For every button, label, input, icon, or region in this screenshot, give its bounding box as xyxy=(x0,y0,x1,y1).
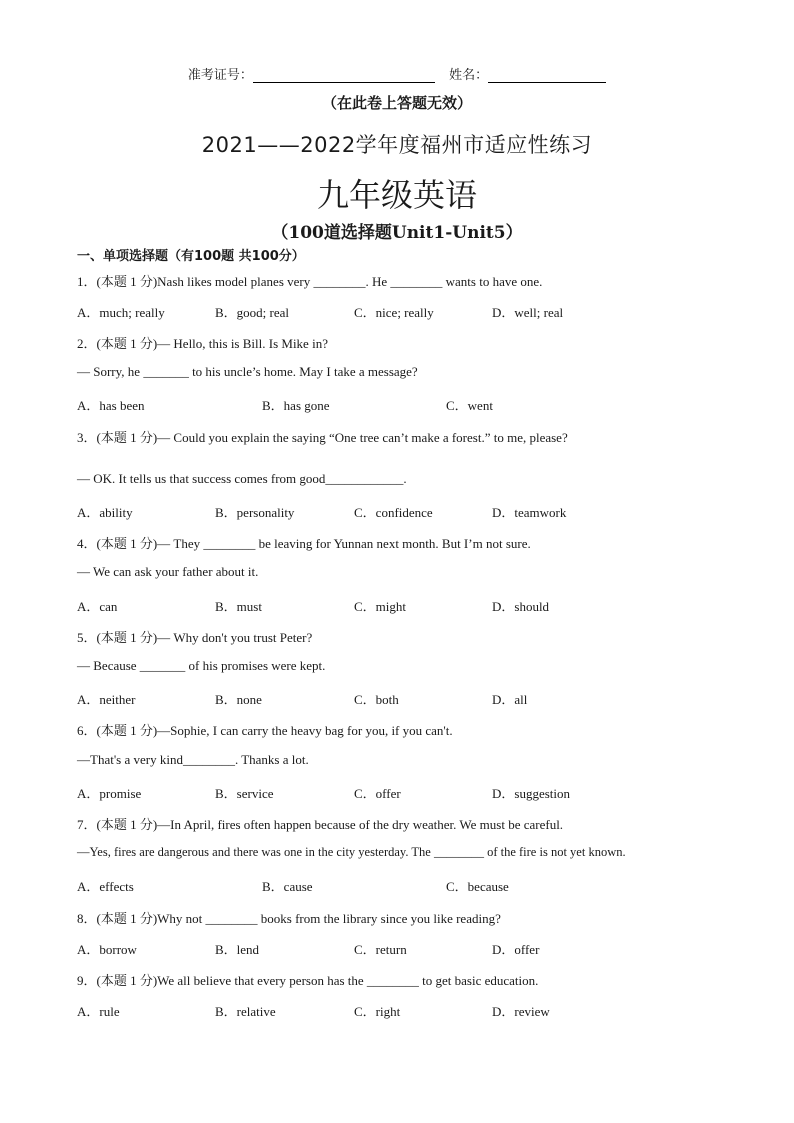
question-2-stem: 2．(本题 1 分)— Hello, this is Bill. Is Mike in? xyxy=(77,336,328,351)
question-7-option-b[interactable]: B．cause xyxy=(262,879,313,894)
question-6-option-d[interactable]: D．suggestion xyxy=(492,786,571,801)
section-title: 一、单项选择题（有100题 共100分） xyxy=(77,249,305,264)
question-5-line2: — Because _______ of his promises were kept. xyxy=(77,658,326,673)
question-9-stem: 9．(本题 1 分)We all believe that every person has the ________ to get basic education. xyxy=(77,973,539,988)
question-3-option-b[interactable]: B．personality xyxy=(215,505,295,520)
name-label: 姓名： xyxy=(449,68,489,83)
question-9-option-a[interactable]: A．rule xyxy=(77,1004,120,1019)
question-4-option-d[interactable]: D．should xyxy=(492,599,550,614)
question-7-option-a[interactable]: A．effects xyxy=(77,879,134,894)
question-8-stem: 8．(本题 1 分)Why not ________ books from the library since you like reading? xyxy=(77,911,501,926)
question-8-option-c[interactable]: C．return xyxy=(354,942,407,957)
question-7-line2: —Yes, fires are dangerous and there was one in the city yesterday. The ________ of the fire is not yet known. xyxy=(77,845,626,859)
question-6-option-c[interactable]: C．offer xyxy=(354,786,401,801)
question-9-option-d[interactable]: D．review xyxy=(492,1004,550,1019)
subject-title: 九年级英语 xyxy=(316,176,477,214)
question-8-option-d[interactable]: D．offer xyxy=(492,942,540,957)
question-3-option-d[interactable]: D．teamwork xyxy=(492,505,567,520)
question-5-option-b[interactable]: B．none xyxy=(215,692,262,707)
question-9-option-c[interactable]: C．right xyxy=(354,1004,401,1019)
question-3-stem: 3．(本题 1 分)— Could you explain the saying “One tree can’t make a forest.” to me, please? xyxy=(77,430,568,445)
question-1-stem: 1．(本题 1 分)Nash likes model planes very ________. He ________ wants to have one. xyxy=(77,274,543,289)
question-6-line2: —That's a very kind________. Thanks a lot. xyxy=(77,752,309,767)
question-4-option-b[interactable]: B．must xyxy=(215,599,262,614)
question-2-option-b[interactable]: B．has gone xyxy=(262,398,330,413)
exam-number-label: 准考证号： xyxy=(187,68,253,83)
exam-number-blank[interactable] xyxy=(253,68,435,83)
question-7-stem: 7．(本题 1 分)—In April, fires often happen because of the dry weather. We must be careful. xyxy=(77,817,564,832)
question-1-option-d[interactable]: D．well; real xyxy=(492,305,564,320)
question-3-option-a[interactable]: A．ability xyxy=(77,505,133,520)
question-1-option-c[interactable]: C．nice; really xyxy=(354,305,434,320)
candidate-info-line xyxy=(0,64,794,83)
name-blank[interactable] xyxy=(488,68,606,83)
question-2-option-c[interactable]: C．went xyxy=(446,398,493,413)
question-6-option-a[interactable]: A．promise xyxy=(77,786,142,801)
question-8-option-b[interactable]: B．lend xyxy=(215,942,260,957)
question-5-option-d[interactable]: D．all xyxy=(492,692,528,707)
exam-title: 2021——2022学年度福州市适应性练习 xyxy=(201,133,593,157)
question-4-line2: — We can ask your father about it. xyxy=(77,564,259,579)
question-1-option-b[interactable]: B．good; real xyxy=(215,305,290,320)
question-5-stem: 5．(本题 1 分)— Why don't you trust Peter? xyxy=(77,630,313,645)
scope-subtitle: （100道选择题Unit1-Unit5） xyxy=(271,223,523,243)
question-5-option-c[interactable]: C．both xyxy=(354,692,399,707)
question-3-option-c[interactable]: C．confidence xyxy=(354,505,433,520)
question-8-option-a[interactable]: A．borrow xyxy=(77,942,137,957)
question-4-stem: 4．(本题 1 分)— They ________ be leaving for Yunnan next month. But I’m not sure. xyxy=(77,536,531,551)
question-2-option-a[interactable]: A．has been xyxy=(77,398,145,413)
question-2-line2: — Sorry, he _______ to his uncle’s home. May I take a message? xyxy=(77,364,418,379)
question-6-option-b[interactable]: B．service xyxy=(215,786,274,801)
question-7-option-c[interactable]: C．because xyxy=(446,879,509,894)
question-9-option-b[interactable]: B．relative xyxy=(215,1004,276,1019)
question-4-option-c[interactable]: C．might xyxy=(354,599,407,614)
question-3-line2: — OK. It tells us that success comes from good____________. xyxy=(77,471,407,486)
question-4-option-a[interactable]: A．can xyxy=(77,599,118,614)
question-1-option-a[interactable]: A．much; really xyxy=(77,305,165,320)
invalid-answer-notice: （在此卷上答题无效） xyxy=(321,94,472,112)
question-5-option-a[interactable]: A．neither xyxy=(77,692,136,707)
question-6-stem: 6．(本题 1 分)—Sophie, I can carry the heavy bag for you, if you can't. xyxy=(77,723,453,738)
